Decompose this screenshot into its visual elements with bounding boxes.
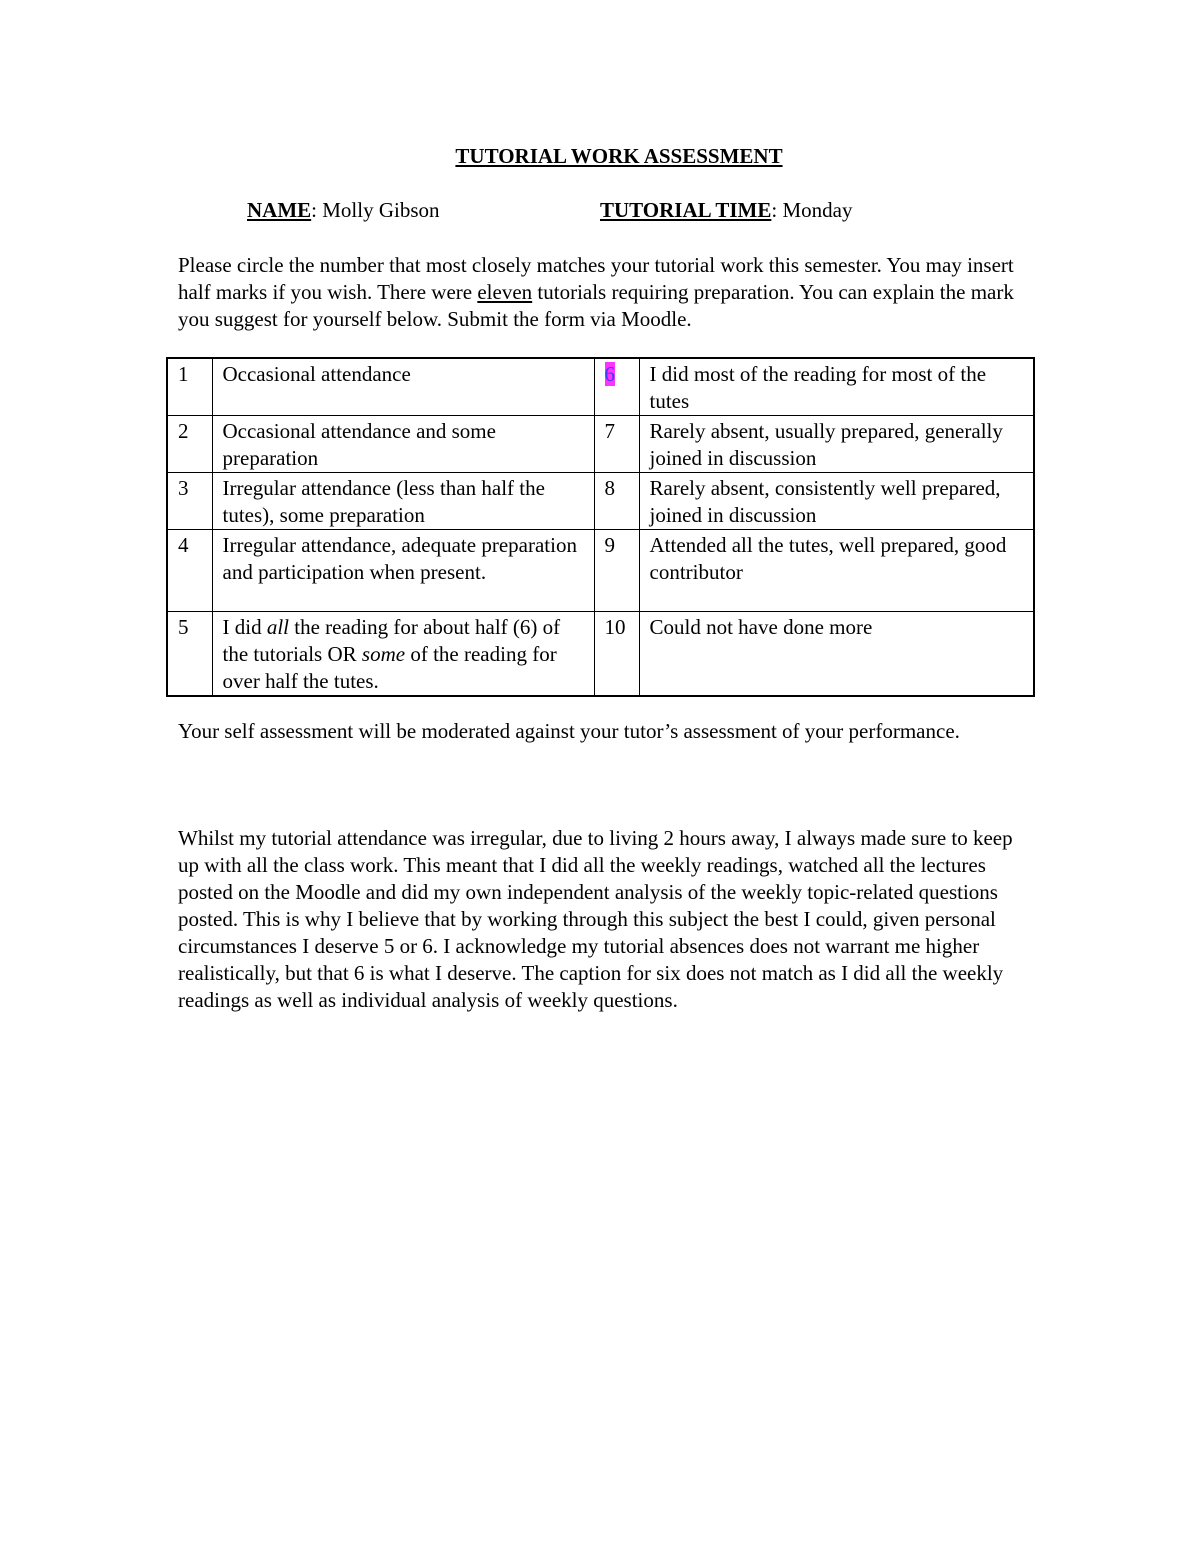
score-description: I did most of the reading for most of the tutes — [639, 358, 1034, 416]
score-cell[interactable]: 10 — [594, 612, 639, 697]
instructions-paragraph: Please circle the number that most closely matches your tutorial work this semester. You may insert half marks if you wish. There were eleven tutorials requiring preparation. You can explain the mark you suggest for yourself below. Submit the form via Moodle. — [178, 253, 1014, 331]
italic-some: some — [361, 642, 406, 666]
score-cell[interactable]: 2 — [167, 416, 212, 473]
name-label: NAME — [247, 198, 312, 222]
score-cell[interactable]: 9 — [594, 530, 639, 612]
score-cell[interactable]: 8 — [594, 473, 639, 530]
student-info-line — [247, 197, 1200, 224]
score-description: Rarely absent, consistently well prepared, joined in discussion — [639, 473, 1034, 530]
score-cell[interactable]: 4 — [167, 530, 212, 612]
score-description: Attended all the tutes, well prepared, good contributor — [639, 530, 1034, 612]
tutorial-time-label: TUTORIAL TIME — [600, 198, 772, 222]
score-cell[interactable]: 1 — [167, 358, 212, 416]
table-row — [167, 530, 1034, 612]
score-description: Rarely absent, usually prepared, generally joined in discussion — [639, 416, 1034, 473]
table-row — [167, 416, 1034, 473]
tutorial-time-value: : Monday — [771, 198, 853, 222]
eleven-underlined: eleven — [477, 280, 533, 304]
score-description: Occasional attendance and some preparation — [212, 416, 594, 473]
score-description: Could not have done more — [639, 612, 1034, 697]
student-name — [247, 197, 440, 224]
table-row — [167, 473, 1034, 530]
score-cell[interactable]: 5 — [167, 612, 212, 697]
document-title: TUTORIAL WORK ASSESSMENT — [455, 144, 783, 168]
tutorial-time — [600, 197, 852, 224]
name-value: : Molly Gibson — [311, 198, 440, 222]
moderation-note: Your self assessment will be moderated against your tutor’s assessment of your performance. — [178, 719, 960, 743]
score-description: Irregular attendance, adequate preparation and participation when present. — [212, 530, 594, 612]
table-row — [167, 358, 1034, 416]
score-cell[interactable]: 3 — [167, 473, 212, 530]
selected-score-highlight: 6 — [604, 362, 615, 386]
score-cell-selected[interactable] — [594, 358, 639, 416]
score-description: I did all the reading for about half (6) of the tutorials OR some of the reading for over half the tutes. — [212, 612, 594, 697]
italic-all: all — [266, 615, 289, 639]
self-assessment-explanation: Whilst my tutorial attendance was irregular, due to living 2 hours away, I always made sure to keep up with all the class work. This meant that I did all the weekly readings, watched all the lectures posted on the Moodle and did my own independent analysis of the weekly topic-related questions posted. This is why I believe that by working through this subject the best I could, given personal circumstances I deserve 5 or 6. I acknowledge my tutorial absences does not warrant me higher realistically, but that 6 is what I deserve. The caption for six does not match as I did all the weekly readings as well as individual analysis of weekly questions. — [178, 826, 1013, 1012]
assessment-rubric-table — [166, 357, 1035, 697]
score-description: Irregular attendance (less than half the tutes), some preparation — [212, 473, 594, 530]
table-row — [167, 612, 1034, 697]
score-cell[interactable]: 7 — [594, 416, 639, 473]
score-description: Occasional attendance — [212, 358, 594, 416]
